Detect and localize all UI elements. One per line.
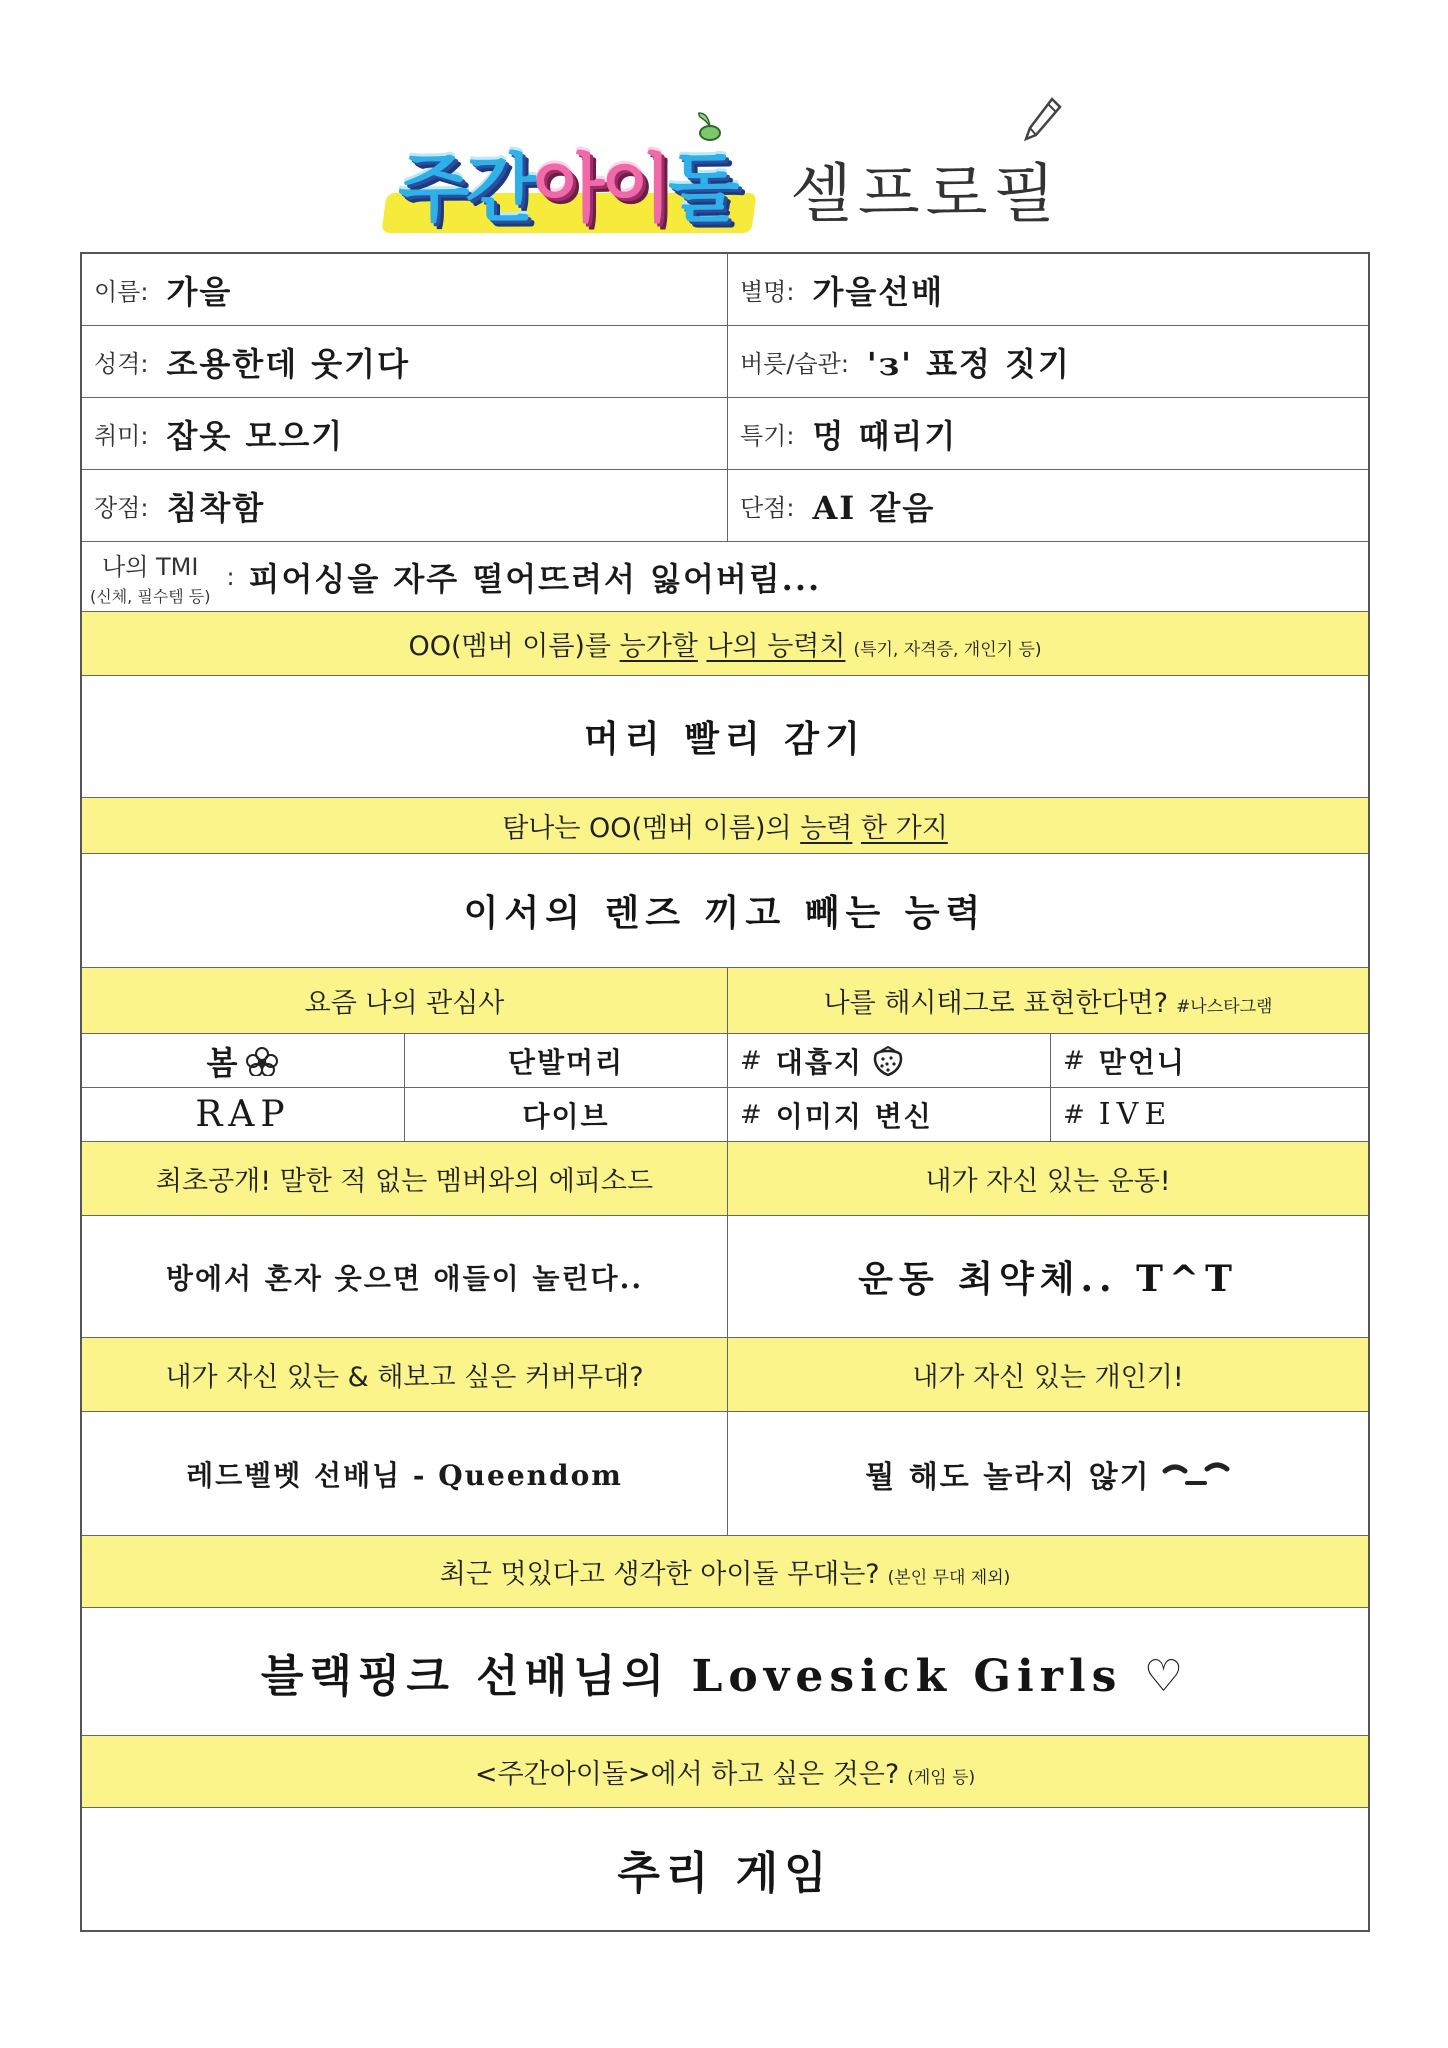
stage-header-cell xyxy=(82,1536,1368,1607)
covet-underlined-1: 능력 xyxy=(800,813,853,844)
smirk-face-icon xyxy=(1161,1457,1231,1491)
interest-cell-3 xyxy=(82,1088,404,1141)
hobby-cell xyxy=(82,398,727,469)
nickname-label: 별명: xyxy=(740,278,795,306)
stage-answer-cell xyxy=(82,1608,1368,1735)
episode-answer-row xyxy=(82,1216,1368,1338)
stage-header xyxy=(440,1552,1011,1591)
cover-answer-row xyxy=(82,1412,1368,1536)
interest-cell-1 xyxy=(82,1034,404,1087)
tmi-sublabel: (신체, 필수템 등) xyxy=(90,586,211,606)
trick-value: 뭘 해도 놀라지 않기 xyxy=(865,1459,1151,1495)
covet-prefix: 탐나는 OO(멤버 이름)의 xyxy=(502,813,801,844)
covet-header-row xyxy=(82,798,1368,854)
logo-part3: 돌 xyxy=(667,146,736,232)
hashtag-3: 이미지 변신 xyxy=(775,1099,933,1133)
hashtag-4: IVE xyxy=(1098,1097,1173,1132)
talent-label: 특기: xyxy=(740,422,795,450)
row-tmi xyxy=(82,542,1368,612)
profile-form xyxy=(80,252,1370,1932)
nickname-value: 가을선배 xyxy=(812,272,945,311)
wish-answer-row xyxy=(82,1808,1368,1930)
hashtag-header-text: 나를 해시태그로 표현한다면? xyxy=(823,988,1169,1019)
hash-symbol-2: # xyxy=(1063,1045,1085,1076)
row-name xyxy=(82,254,1368,326)
trick-answer-cell xyxy=(727,1412,1368,1535)
pencil-icon xyxy=(1022,95,1064,143)
hobby-value: 잡옷 모으기 xyxy=(166,416,345,455)
interest-row-1 xyxy=(82,1034,1368,1088)
habit-value: 'з' 표정 짓기 xyxy=(866,344,1071,383)
page-header xyxy=(0,95,1448,245)
hashtag-header-cell xyxy=(727,968,1368,1033)
strength-value: 침착함 xyxy=(166,488,266,527)
interest-1: 봄 xyxy=(206,1043,240,1082)
habit-label: 버릇/습관: xyxy=(740,350,849,378)
trick-header: 내가 자신 있는 개인기! xyxy=(912,1362,1184,1393)
sport-header: 내가 자신 있는 운동! xyxy=(925,1166,1171,1197)
strength-cell xyxy=(82,470,727,541)
stage-value: 블랙핑크 선배님의 Lovesick Girls ♡ xyxy=(260,1650,1190,1702)
interest-4: 다이브 xyxy=(522,1099,610,1133)
ability-header-cell xyxy=(82,612,1368,675)
wish-answer-cell xyxy=(82,1808,1368,1930)
sport-value: 운동 최약체.. T^T xyxy=(858,1258,1238,1300)
episode-value: 방에서 혼자 웃으면 애들이 놀린다.. xyxy=(165,1261,644,1295)
hash-symbol-4: # xyxy=(1063,1099,1085,1130)
hash-symbol-3: # xyxy=(740,1099,762,1130)
row-personality xyxy=(82,326,1368,398)
interest-3: RAP xyxy=(195,1094,291,1135)
tmi-cell xyxy=(82,542,1368,611)
row-strength xyxy=(82,470,1368,542)
interest-2: 단발머리 xyxy=(507,1045,625,1079)
personality-value: 조용한데 웃기다 xyxy=(166,344,410,383)
hashtag-cell-3 xyxy=(727,1088,1050,1141)
tmi-colon: : xyxy=(226,562,235,591)
ability-underlined-2: 나의 능력치 xyxy=(706,631,846,662)
logo-part2: 아이 xyxy=(532,146,668,232)
nickname-cell xyxy=(727,254,1368,325)
hobby-label: 취미: xyxy=(94,422,149,450)
row-hobby xyxy=(82,398,1368,470)
covet-header-cell xyxy=(82,798,1368,853)
hashtag-cell-4 xyxy=(1050,1088,1368,1141)
cover-header-cell xyxy=(82,1338,727,1411)
wish-header-note: (게임 등) xyxy=(907,1768,976,1788)
cover-answer-cell xyxy=(82,1412,727,1535)
tmi-value: 피어싱을 자주 떨어뜨려서 잃어버림... xyxy=(248,559,822,598)
name-label: 이름: xyxy=(94,278,149,306)
cover-header-row xyxy=(82,1338,1368,1412)
cover-value: 레드벨벳 선배님 - Queendom xyxy=(186,1458,623,1492)
hashtag-2: 맏언니 xyxy=(1098,1045,1186,1079)
wish-header-text: <주간아이돌>에서 하고 싶은 것은? xyxy=(474,1759,900,1790)
weakness-value: AI 같음 xyxy=(812,488,936,527)
covet-answer-cell xyxy=(82,854,1368,967)
trick-header-cell xyxy=(727,1338,1368,1411)
logo-text xyxy=(398,130,735,236)
covet-mid xyxy=(852,813,861,844)
flower-icon xyxy=(245,1046,279,1076)
hash-symbol-1: # xyxy=(740,1045,762,1076)
tmi-label-block xyxy=(90,547,210,607)
ability-prefix: OO(멤버 이름)를 xyxy=(408,631,620,662)
covet-answer-row xyxy=(82,854,1368,968)
hashtag-cell-2 xyxy=(1050,1034,1368,1087)
hashtag-header xyxy=(824,981,1273,1020)
wish-header-cell xyxy=(82,1736,1368,1807)
interest-cell-4 xyxy=(404,1088,727,1141)
hashtag-cell-1 xyxy=(727,1034,1050,1087)
covet-underlined-2: 한 가지 xyxy=(860,813,948,844)
interest-header-cell xyxy=(82,968,727,1033)
stage-header-note: (본인 무대 제외) xyxy=(887,1568,1011,1588)
name-cell xyxy=(82,254,727,325)
ability-underlined-1: 능가할 xyxy=(619,631,698,662)
ability-answer-cell xyxy=(82,676,1368,797)
interest-cell-2 xyxy=(404,1034,727,1087)
tmi-label: 나의 TMI xyxy=(102,552,199,581)
episode-header-row xyxy=(82,1142,1368,1216)
talent-cell xyxy=(727,398,1368,469)
hashtag-1: 대흡지 xyxy=(775,1045,863,1079)
wish-header xyxy=(475,1752,975,1791)
sprout-icon xyxy=(693,111,727,141)
strawberry-icon xyxy=(871,1045,905,1077)
ability-header xyxy=(408,624,1041,663)
talent-value: 멍 때리기 xyxy=(812,416,958,455)
interest-header-row xyxy=(82,968,1368,1034)
show-logo xyxy=(398,133,735,233)
covet-header xyxy=(502,806,948,845)
ability-value: 머리 빨리 감기 xyxy=(584,718,866,760)
interest-row-2 xyxy=(82,1088,1368,1142)
weakness-label: 단점: xyxy=(740,494,795,522)
ability-answer-row xyxy=(82,676,1368,798)
stage-answer-row xyxy=(82,1608,1368,1736)
covet-value: 이서의 렌즈 끼고 빼는 능력 xyxy=(463,892,987,934)
episode-header-cell xyxy=(82,1142,727,1215)
page-title: 셀프로필 xyxy=(790,158,1062,232)
sport-answer-cell xyxy=(727,1216,1368,1337)
cover-header: 내가 자신 있는 & 해보고 싶은 커버무대? xyxy=(165,1362,644,1393)
episode-header: 최초공개! 말한 적 없는 멤버와의 에피소드 xyxy=(155,1166,654,1197)
habit-cell xyxy=(727,326,1368,397)
logo-part1: 주간 xyxy=(398,146,533,232)
strength-label: 장점: xyxy=(94,494,149,522)
ability-note: (특기, 자격증, 개인기 등) xyxy=(853,640,1042,660)
stage-header-text: 최근 멋있다고 생각한 아이돌 무대는? xyxy=(439,1559,880,1590)
ability-header-row xyxy=(82,612,1368,676)
personality-cell xyxy=(82,326,727,397)
episode-answer-cell xyxy=(82,1216,727,1337)
name-value: 가을 xyxy=(166,272,233,311)
wish-value: 추리 게임 xyxy=(617,1848,833,1899)
stage-header-row xyxy=(82,1536,1368,1608)
sport-header-cell xyxy=(727,1142,1368,1215)
personality-label: 성격: xyxy=(94,350,149,378)
hashtag-header-note: #나스타그램 xyxy=(1176,997,1273,1017)
wish-header-row xyxy=(82,1736,1368,1808)
weakness-cell xyxy=(727,470,1368,541)
interest-header: 요즘 나의 관심사 xyxy=(304,988,505,1019)
